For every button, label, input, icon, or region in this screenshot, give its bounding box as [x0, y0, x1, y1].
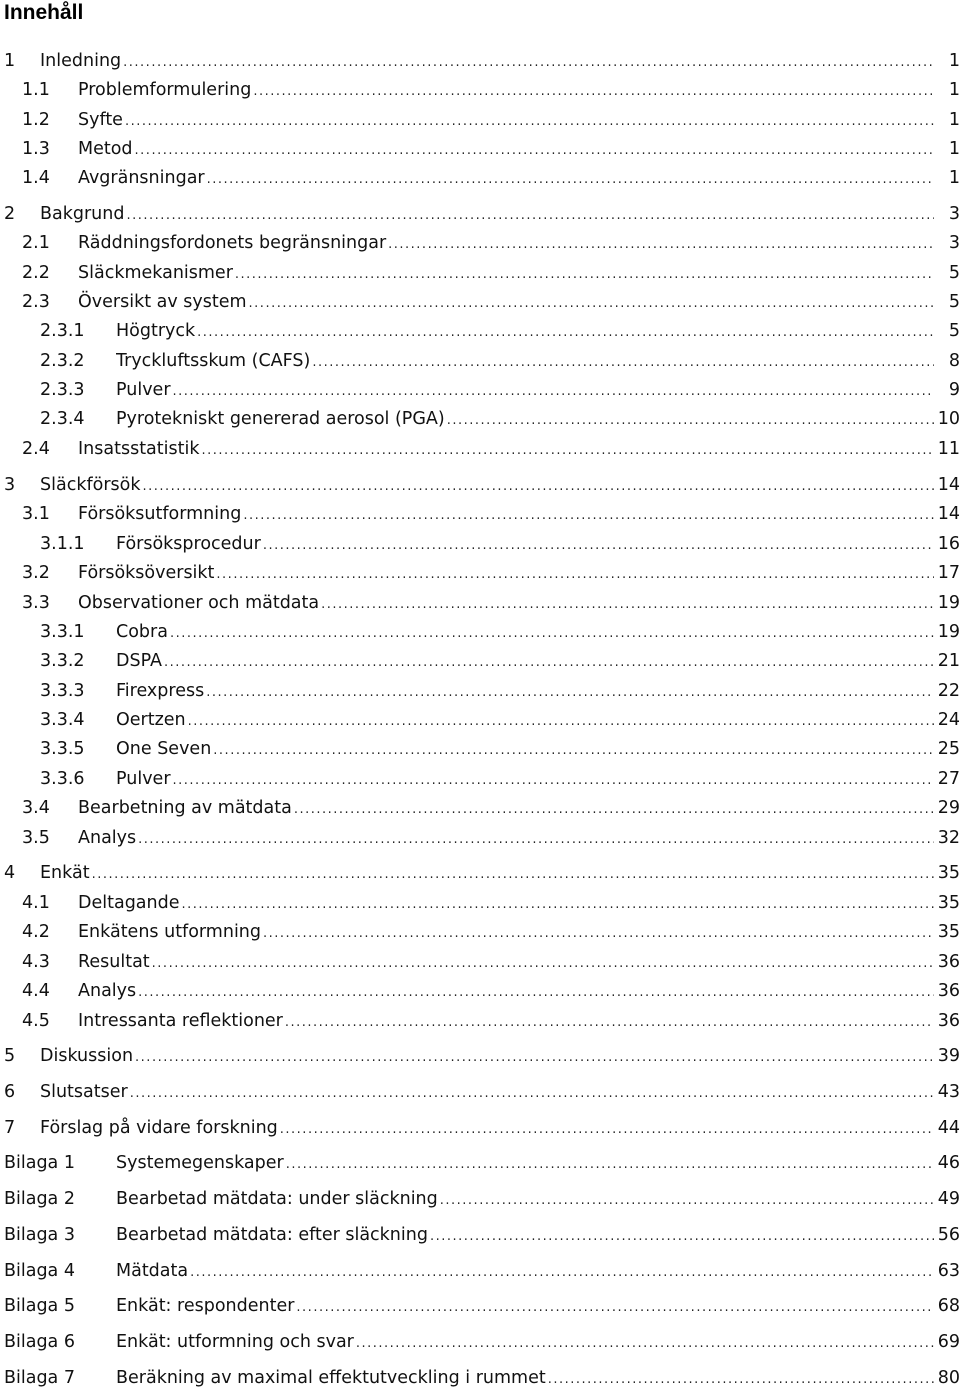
toc-entry-label: Bearbetad mätdata: efter släckning	[116, 1225, 428, 1245]
toc-dot-leader	[170, 619, 934, 649]
toc-entry-number: 2	[4, 204, 16, 224]
toc-entry-page-number: 63	[937, 1261, 960, 1281]
toc-dot-leader	[182, 890, 935, 920]
toc-entry[interactable]	[0, 858, 960, 888]
toc-entry-number: 4.1	[22, 893, 50, 913]
toc-entry-number: 3.2	[22, 563, 50, 583]
toc-entry[interactable]	[0, 1256, 960, 1286]
toc-entry[interactable]	[0, 404, 960, 434]
toc-entry-label: Enkätens utformning	[78, 922, 262, 942]
toc-entry-number: Bilaga 6	[4, 1332, 75, 1352]
toc-entry-number: 2.1	[22, 233, 50, 253]
toc-entry[interactable]	[0, 258, 960, 288]
toc-entry-page-number: 5	[948, 263, 960, 283]
toc-dot-leader	[125, 107, 934, 137]
toc-dot-leader	[152, 949, 934, 979]
toc-entry[interactable]	[0, 163, 960, 193]
toc-dot-leader	[356, 1329, 934, 1359]
toc-dot-leader	[548, 1365, 934, 1395]
toc-entry-page-number: 69	[937, 1332, 960, 1352]
toc-entry-number: 3.3	[22, 593, 50, 613]
toc-entry-page-number: 1	[948, 168, 960, 188]
toc-entry-page-number: 19	[937, 622, 960, 642]
toc-entry-number: 2.3.1	[40, 321, 85, 341]
toc-entry-number: 1.2	[22, 110, 50, 130]
toc-dot-leader	[130, 1079, 934, 1109]
toc-entry-page-number: 5	[948, 321, 960, 341]
toc-entry-number: 1.3	[22, 139, 50, 159]
toc-dot-leader	[173, 766, 934, 796]
toc-entry-page-number: 49	[937, 1189, 960, 1209]
toc-entry-page-number: 17	[937, 563, 960, 583]
toc-entry-number: 2.3.3	[40, 380, 85, 400]
toc-entry-label: Släckförsök	[40, 475, 141, 495]
toc-entry-page-number: 56	[937, 1225, 960, 1245]
toc-entry-number: 4.5	[22, 1011, 50, 1031]
toc-entry-label: Slutsatser	[40, 1082, 128, 1102]
toc-dot-leader	[126, 201, 934, 231]
toc-entry[interactable]	[0, 529, 960, 559]
toc-dot-leader	[312, 348, 934, 378]
toc-entry-page-number: 32	[937, 828, 960, 848]
toc-entry-label: Räddningsfordonets begränsningar	[78, 233, 387, 253]
toc-entry-number: 4.3	[22, 952, 50, 972]
toc-dot-leader	[263, 919, 934, 949]
toc-entry-label: Enkät	[40, 863, 90, 883]
toc-dot-leader	[430, 1222, 934, 1252]
toc-entry-label: Högtryck	[116, 321, 196, 341]
toc-entry-label: Förslag på vidare forskning	[40, 1118, 278, 1138]
toc-entry-page-number: 3	[948, 233, 960, 253]
toc-entry-page-number: 35	[937, 893, 960, 913]
toc-entry-label: Enkät: utformning och svar	[116, 1332, 354, 1352]
toc-entry-number: 1.4	[22, 168, 50, 188]
toc-entry-label: Pulver	[116, 380, 171, 400]
toc-entry-number: Bilaga 3	[4, 1225, 75, 1245]
toc-dot-leader	[243, 501, 934, 531]
toc-entry[interactable]	[0, 617, 960, 647]
toc-dot-leader	[213, 736, 934, 766]
toc-entry-page-number: 44	[937, 1118, 960, 1138]
toc-dot-leader	[253, 77, 934, 107]
toc-entry-page-number: 10	[937, 409, 960, 429]
toc-entry-page-number: 80	[937, 1368, 960, 1388]
toc-dot-leader	[138, 825, 934, 855]
toc-entry-label: Oertzen	[116, 710, 186, 730]
toc-entry[interactable]	[0, 1113, 960, 1143]
toc-entry-page-number: 3	[948, 204, 960, 224]
toc-entry-label: Bearbetad mätdata: under släckning	[116, 1189, 438, 1209]
toc-entry[interactable]	[0, 888, 960, 918]
toc-entry-number: 2.3	[22, 292, 50, 312]
toc-dot-leader	[138, 978, 934, 1008]
toc-entry-number: 2.3.2	[40, 351, 85, 371]
toc-entry-label: Syfte	[78, 110, 123, 130]
toc-entry[interactable]	[0, 316, 960, 346]
toc-entry-page-number: 22	[937, 681, 960, 701]
toc-entry-page-number: 8	[948, 351, 960, 371]
toc-dot-leader	[190, 1258, 934, 1288]
toc-entry-page-number: 9	[948, 380, 960, 400]
toc-entry-label: Firexpress	[116, 681, 205, 701]
toc-dot-leader	[188, 707, 934, 737]
toc-entry-page-number: 39	[937, 1046, 960, 1066]
toc-dot-leader	[440, 1186, 934, 1216]
toc-entry-number: 3.3.3	[40, 681, 85, 701]
toc-dot-leader	[164, 648, 934, 678]
toc-entry-label: Pulver	[116, 769, 171, 789]
toc-entry-number: 3.3.5	[40, 739, 85, 759]
toc-dot-leader	[235, 260, 934, 290]
toc-dot-leader	[249, 289, 934, 319]
toc-entry-page-number: 16	[937, 534, 960, 554]
toc-entry-number: 4.2	[22, 922, 50, 942]
page-title: Innehåll	[4, 1, 84, 24]
toc-entry-label: Analys	[78, 981, 137, 1001]
toc-entry[interactable]	[0, 134, 960, 164]
toc-entry-label: Problemformulering	[78, 80, 252, 100]
toc-entry-label: Systemegenskaper	[116, 1153, 284, 1173]
toc-entry[interactable]	[0, 705, 960, 735]
toc-entry[interactable]	[0, 46, 960, 76]
toc-entry[interactable]	[0, 75, 960, 105]
toc-entry[interactable]	[0, 676, 960, 706]
toc-dot-leader	[285, 1008, 934, 1038]
toc-entry-number: 3.3.1	[40, 622, 85, 642]
toc-entry-number: 3.1	[22, 504, 50, 524]
toc-entry[interactable]	[0, 199, 960, 229]
toc-entry-number: 3.3.4	[40, 710, 85, 730]
toc-entry-label: Cobra	[116, 622, 168, 642]
toc-entry-number: Bilaga 7	[4, 1368, 75, 1388]
toc-entry-label: Bakgrund	[40, 204, 125, 224]
toc-dot-leader	[286, 1150, 934, 1180]
toc-dot-leader	[135, 1043, 934, 1073]
toc-entry-label: Försöksutformning	[78, 504, 242, 524]
toc-entry-label: Diskussion	[40, 1046, 134, 1066]
toc-entry[interactable]	[0, 734, 960, 764]
toc-entry-label: DSPA	[116, 651, 162, 671]
toc-entry-page-number: 1	[948, 51, 960, 71]
toc-entry-label: One Seven	[116, 739, 212, 759]
toc-entry[interactable]	[0, 105, 960, 135]
toc-entry-number: 6	[4, 1082, 16, 1102]
toc-entry[interactable]	[0, 558, 960, 588]
toc-entry-label: Intressanta reflektioner	[78, 1011, 283, 1031]
toc-entry-label: Metod	[78, 139, 133, 159]
toc-entry-page-number: 1	[948, 80, 960, 100]
toc-entry[interactable]	[0, 470, 960, 500]
toc-dot-leader	[142, 472, 934, 502]
toc-entry-label: Tryckluftsskum (CAFS)	[116, 351, 311, 371]
toc-entry-number: 2.2	[22, 263, 50, 283]
toc-entry-number: Bilaga 4	[4, 1261, 75, 1281]
toc-entry-label: Resultat	[78, 952, 150, 972]
toc-dot-leader	[92, 860, 934, 890]
toc-entry-page-number: 46	[937, 1153, 960, 1173]
toc-entry[interactable]	[0, 764, 960, 794]
toc-dot-leader	[216, 560, 934, 590]
toc-entry[interactable]	[0, 1184, 960, 1214]
toc-entry-number: 2.3.4	[40, 409, 85, 429]
toc-entry[interactable]	[0, 228, 960, 258]
toc-entry-number: 2.4	[22, 439, 50, 459]
toc-entry-label: Analys	[78, 828, 137, 848]
toc-entry-number: Bilaga 2	[4, 1189, 75, 1209]
toc-entry-page-number: 1	[948, 139, 960, 159]
toc-entry[interactable]	[0, 793, 960, 823]
toc-entry[interactable]	[0, 1041, 960, 1071]
toc-entry-page-number: 36	[937, 981, 960, 1001]
toc-entry-page-number: 29	[937, 798, 960, 818]
toc-entry-label: Mätdata	[116, 1261, 189, 1281]
toc-entry-label: Bearbetning av mätdata	[78, 798, 292, 818]
toc-dot-leader	[173, 377, 934, 407]
toc-entry-number: 3.3.2	[40, 651, 85, 671]
toc-dot-leader	[263, 531, 934, 561]
toc-entry[interactable]	[0, 1327, 960, 1357]
toc-entry-number: 3.3.6	[40, 769, 85, 789]
toc-entry-label: Beräkning av maximal effektutveckling i rummet	[116, 1368, 546, 1388]
toc-entry-page-number: 35	[937, 863, 960, 883]
toc-entry-page-number: 24	[937, 710, 960, 730]
toc-entry-page-number: 43	[937, 1082, 960, 1102]
toc-entry-page-number: 1	[948, 110, 960, 130]
toc-entry-number: Bilaga 5	[4, 1296, 75, 1316]
toc-entry-page-number: 25	[937, 739, 960, 759]
toc-dot-leader	[135, 136, 934, 166]
toc-entry-page-number: 5	[948, 292, 960, 312]
toc-entry[interactable]	[0, 588, 960, 618]
toc-entry-number: 3.1.1	[40, 534, 85, 554]
toc-entry-number: 7	[4, 1118, 16, 1138]
toc-dot-leader	[206, 678, 934, 708]
toc-entry-label: Avgränsningar	[78, 168, 205, 188]
toc-entry[interactable]	[0, 1220, 960, 1250]
toc-entry-number: 4.4	[22, 981, 50, 1001]
toc-entry-number: 3	[4, 475, 16, 495]
toc-entry-label: Släckmekanismer	[78, 263, 233, 283]
toc-entry-page-number: 11	[937, 439, 960, 459]
toc-entry[interactable]	[0, 287, 960, 317]
toc-entry[interactable]	[0, 976, 960, 1006]
toc-dot-leader	[123, 48, 934, 78]
toc-entry-number: 1	[4, 51, 16, 71]
toc-entry-label: Enkät: respondenter	[116, 1296, 295, 1316]
toc-dot-leader	[447, 406, 934, 436]
toc-entry-page-number: 14	[937, 475, 960, 495]
toc-dot-leader	[388, 230, 934, 260]
toc-entry-page-number: 36	[937, 952, 960, 972]
toc-entry-page-number: 14	[937, 504, 960, 524]
toc-entry[interactable]	[0, 346, 960, 376]
toc-entry[interactable]	[0, 1006, 960, 1036]
toc-entry-label: Inledning	[40, 51, 122, 71]
toc-dot-leader	[294, 795, 934, 825]
toc-dot-leader	[321, 590, 934, 620]
toc-entry-label: Insatsstatistik	[78, 439, 200, 459]
toc-entry[interactable]	[0, 1291, 960, 1321]
toc-dot-leader	[296, 1293, 934, 1323]
toc-entry-label: Pyrotekniskt genererad aerosol (PGA)	[116, 409, 445, 429]
toc-entry-label: Översikt av system	[78, 292, 247, 312]
toc-entry-label: Deltagande	[78, 893, 180, 913]
toc-dot-leader	[197, 318, 934, 348]
toc-entry-label: Försöksprocedur	[116, 534, 261, 554]
toc-entry-number: 5	[4, 1046, 16, 1066]
toc-entry[interactable]	[0, 499, 960, 529]
toc-entry-page-number: 27	[937, 769, 960, 789]
toc-entry-label: Försöksöversikt	[78, 563, 215, 583]
toc-dot-leader	[280, 1115, 934, 1145]
toc-dot-leader	[207, 165, 934, 195]
toc-entry-number: 3.5	[22, 828, 50, 848]
toc-entry[interactable]	[0, 375, 960, 405]
toc-entry-number: 4	[4, 863, 16, 883]
toc-entry[interactable]	[0, 646, 960, 676]
toc-entry[interactable]	[0, 947, 960, 977]
toc-entry-number: Bilaga 1	[4, 1153, 75, 1173]
toc-entry-number: 3.4	[22, 798, 50, 818]
toc-entry-page-number: 19	[937, 593, 960, 613]
toc-entry[interactable]	[0, 823, 960, 853]
toc-entry-label: Observationer och mätdata	[78, 593, 320, 613]
toc-entry-page-number: 35	[937, 922, 960, 942]
toc-entry[interactable]	[0, 1148, 960, 1178]
toc-entry-page-number: 21	[937, 651, 960, 671]
toc-entry[interactable]	[0, 434, 960, 464]
toc-entry-page-number: 36	[937, 1011, 960, 1031]
toc-entry-page-number: 68	[937, 1296, 960, 1316]
toc-entry-number: 1.1	[22, 80, 50, 100]
toc-dot-leader	[201, 436, 934, 466]
toc-entry[interactable]	[0, 917, 960, 947]
toc-entry[interactable]	[0, 1363, 960, 1393]
toc-entry[interactable]	[0, 1077, 960, 1107]
